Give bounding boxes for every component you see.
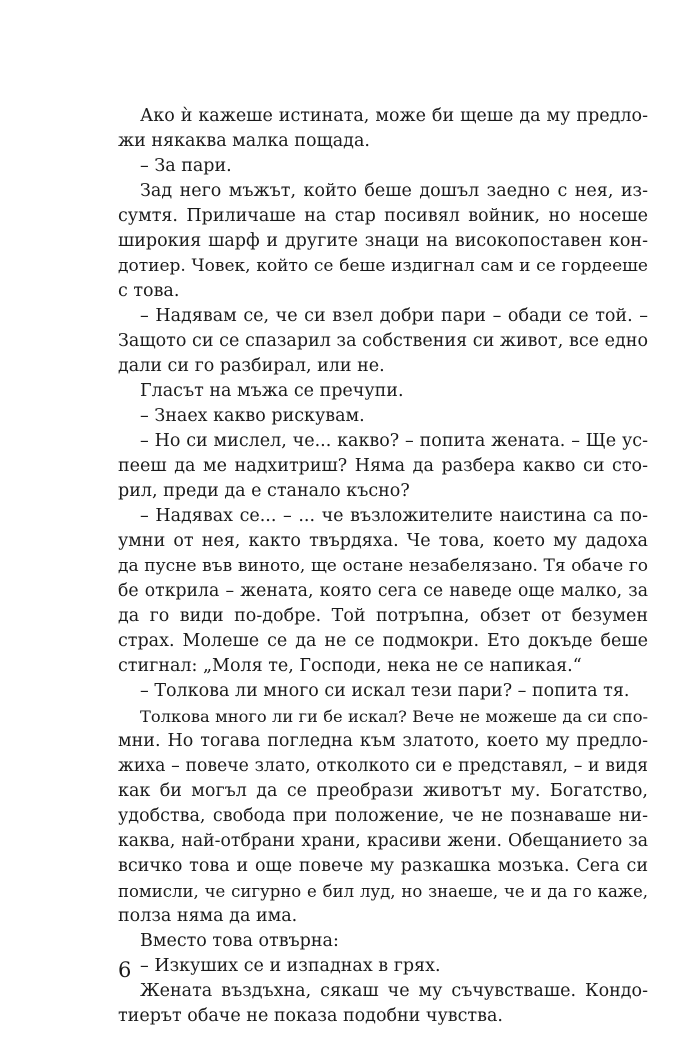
text-line: – Толкова ли много си искал тези пари? – попита тя.: [140, 681, 630, 701]
text-line: тиерът обаче не показа подобни чувства.: [118, 1006, 503, 1026]
text-line: полза няма да има.: [118, 906, 298, 926]
page-number: 6: [118, 958, 132, 982]
text-line: жи някаква малка пощада.: [118, 131, 370, 151]
text-line: – Знаех какво рискувам.: [140, 406, 365, 426]
text-line: – Изкуших се и изпаднах в грях.: [140, 956, 441, 976]
text-line: мни. Но тогава погледна към златото, което му предло-: [118, 731, 648, 751]
text-line: рил, преди да е станало късно?: [118, 481, 410, 501]
text-line: Гласът на мъжа се пречупи.: [140, 381, 404, 401]
body-text: [118, 104, 648, 1029]
text-line: широкия шарф и другите знаци на високопоставен кон-: [118, 231, 648, 251]
text-line: с това.: [118, 281, 180, 301]
text-line: помисли, че сигурно е бил луд, но знаеше, че и да го каже,: [118, 882, 648, 901]
text-line: дали си го разбирал, или не.: [118, 356, 385, 376]
text-line: стигнал: „Моля те, Господи, нека не се напикая.“: [118, 656, 582, 676]
text-line: Ако ѝ кажеше истината, може би щеше да му предло-: [140, 106, 648, 126]
text-line: – За пари.: [140, 156, 232, 176]
text-line: сумтя. Приличаше на стар посивял войник, но носеше: [118, 206, 648, 226]
text-line: каква, най-отбрани храни, красиви жени. Обещанието за: [118, 831, 648, 851]
text-line: умни от нея, както твърдяха. Че това, което му дадоха: [118, 531, 648, 551]
text-line: удобства, свобода при положение, че не познаваше ни-: [118, 806, 648, 826]
text-line: Вместо това отвърна:: [140, 931, 339, 951]
text-line: Зад него мъжът, който беше дошъл заедно с нея, из-: [140, 181, 648, 201]
text-line: пееш да ме надхитриш? Няма да разбера какво си сто-: [118, 456, 648, 476]
text-line: Жената въздъхна, сякаш че му съчувстваше. Кондо-: [140, 981, 648, 1001]
text-line: – Надявам се, че си взел добри пари – обади се той. –: [140, 306, 648, 326]
text-line: страх. Молеше се да не се подмокри. Ето докъде беше: [118, 631, 648, 651]
text-line: да пусне във виното, ще остане незабелязано. Тя обаче го: [118, 556, 648, 576]
text-line: как би могъл да се преобрази животът му. Богатство,: [118, 781, 648, 801]
text-line: – Но си мислел, че... какво? – попита жената. – Ще ус-: [140, 431, 648, 451]
text-line: – Надявах се... – ... че възложителите наистина са по-: [140, 506, 648, 526]
text-line: всичко това и още повече му разкашка мозъка. Сега си: [118, 856, 648, 876]
text-line: бе открила – жената, която сега се наведе още малко, за: [118, 581, 648, 601]
text-line: дотиер. Човек, който се беше издигнал сам и се гордееше: [118, 256, 648, 276]
text-line: да го види по-добре. Той потръпна, обзет от безумен: [118, 606, 648, 626]
text-line: Толкова много ли ги бе искал? Вече не можеше да си спо-: [140, 707, 648, 726]
text-line: Защото си се спазарил за собствения си живот, все едно: [118, 331, 648, 351]
text-line: жиха – повече злато, отколкото си е представял, – и видя: [118, 756, 648, 776]
